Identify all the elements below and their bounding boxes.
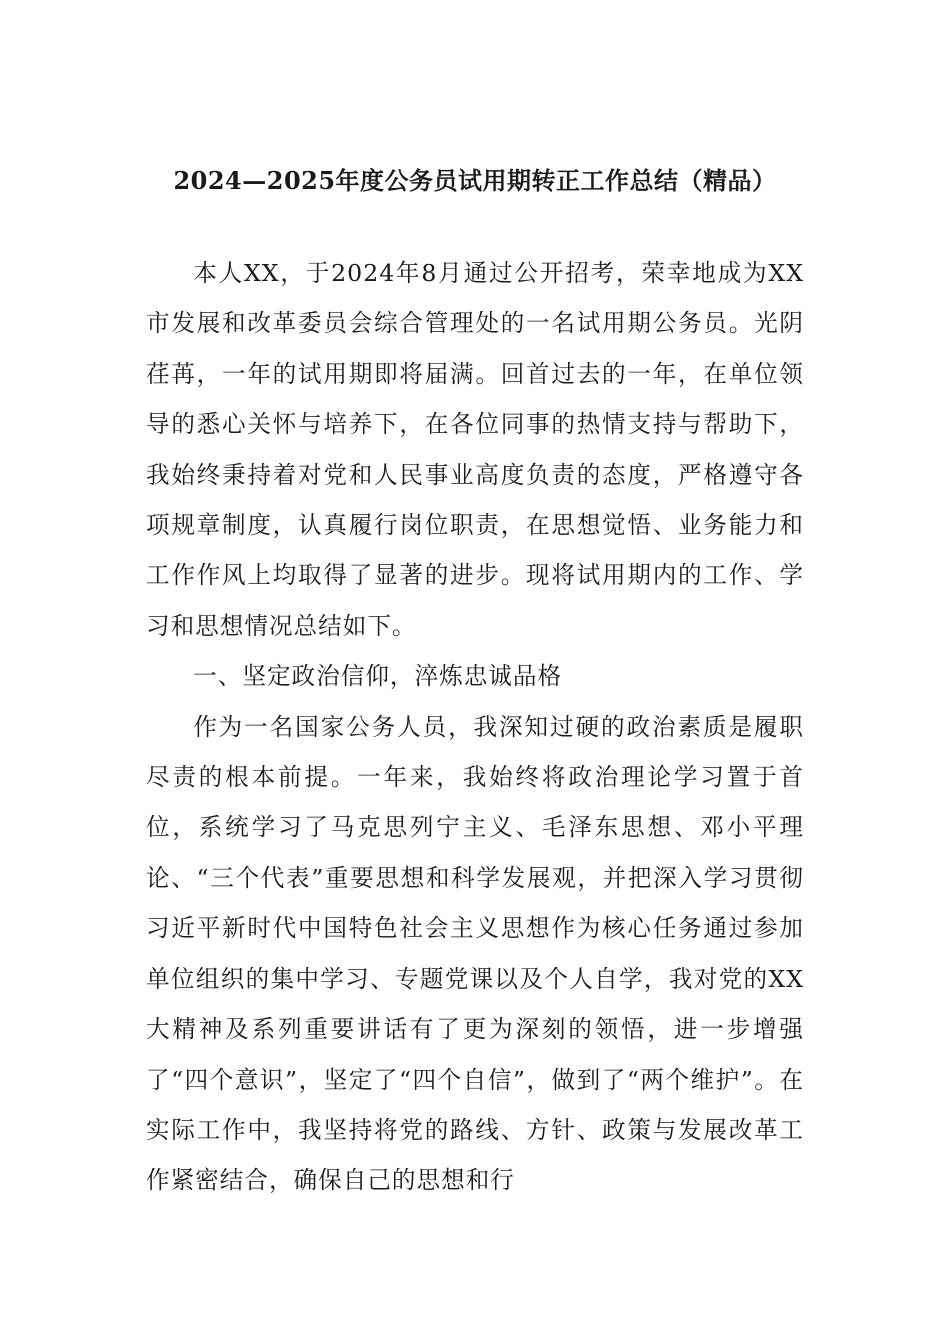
document-body <box>146 248 804 1206</box>
section-heading-1: 一、坚定政治信仰，淬炼忠诚品格 <box>193 662 563 691</box>
document-title: 2024—2025年度公务员试用期转正工作总结（精品） <box>173 166 777 195</box>
intro-paragraph: 本人XX，于2024年8月通过公开招考，荣幸地成为XX市发展和改革委员会综合管理处的一名试用期公务员。光阴荏苒，一年的试用期即将届满。回首过去的一年，在单位领导的悉心关怀与培养下，在各位同事的热情支持与帮助下，我始终秉持着对党和人民事业高度负责的态度，严格遵守各项规章制度，认真履行岗位职责，在思想觉悟、业务能力和工作作风上均取得了显著的进步。现将试用期内的工作、学习和思想情况总结如下。 <box>146 259 804 640</box>
section-1-paragraph: 作为一名国家公务人员，我深知过硬的政治素质是履职尽责的根本前提。一年来，我始终将政治理论学习置于首位，系统学习了马克思列宁主义、毛泽东思想、邓小平理论、“三个代表”重要思想和科学发展观，并把深入学习贯彻习近平新时代中国特色社会主义思想作为核心任务通过参加单位组织的集中学习、专题党课以及个人自学，我对党的XX大精神及系列重要讲话有了更为深刻的领悟，进一步增强了“四个意识”，坚定了“四个自信”，做到了“两个维护”。在实际工作中，我坚持将党的路线、方针、政策与发展改革工作紧密结合，确保自己的思想和行 <box>146 712 804 1195</box>
